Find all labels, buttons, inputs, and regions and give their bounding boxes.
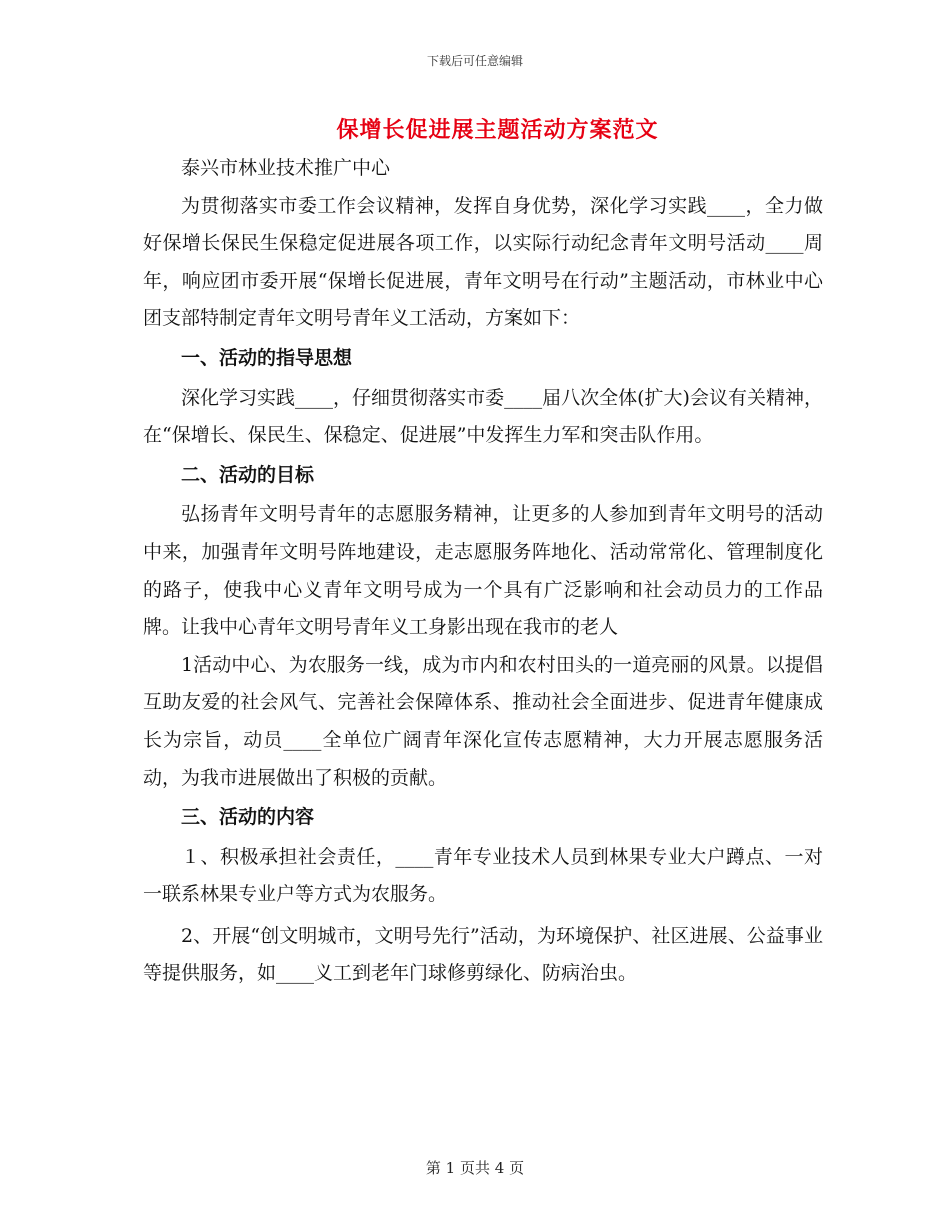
section-heading-content: 三、活动的内容	[181, 806, 315, 829]
content-item-2: 2、开展“创文明城市，文明号先行”活动，为环境保护、社区进展、公益事业等提供服务，如____义工到老年门球修剪绿化、防病治虫。	[143, 924, 823, 985]
page-header-note: 下载后可任意编辑	[426, 54, 523, 68]
document-title: 保增长促进展主题活动方案范文	[336, 117, 659, 143]
section-heading-goals: 二、活动的目标	[181, 463, 315, 486]
author-line: 泰兴市林业技术推广中心	[181, 157, 391, 179]
intro-paragraph: 为贯彻落实市委工作会议精神，发挥自身优势，深化学习实践____，全力做好保增长保民生保稳定促进展各项工作，以实际行动纪念青年文明号活动____周年，响应团市委开展“保增长促进展，青年文明号在行动”主题活动，市林业中心团支部特制定青年文明号青年义工活动，方案如下：	[143, 194, 823, 330]
goals-continuation-paragraph: 1活动中心、为农服务一线，成为市内和农村田头的一道亮丽的风景。以提倡互助友爱的社会风气、完善社会保障体系、推动社会全面进步、促进青年健康成长为宗旨，动员____全单位广阔青年深化宣传志愿精神，大力开展志愿服务活动，为我市进展做出了积极的贡献。	[143, 653, 823, 789]
goals-paragraph: 弘扬青年文明号青年的志愿服务精神，让更多的人参加到青年文明号的活动中来，加强青年文明号阵地建设，走志愿服务阵地化、活动常常化、管理制度化的路子，使我中心义青年文明号成为一个具有广泛影响和社会动员力的工作品牌。让我中心青年文明号青年义工身影出现在我市的老人	[143, 503, 823, 639]
content-item-1: １、积极承担社会责任，____青年专业技术人员到林果专业大户蹲点、一对一联系林果专业户等方式为农服务。	[143, 845, 823, 906]
guiding-ideology-paragraph: 深化学习实践____，仔细贯彻落实市委____届八次全体(扩大)会议有关精神，在“保增长、保民生、保稳定、促进展”中发挥生力军和突击队作用。	[143, 386, 823, 447]
page-footer: 第 1 页共 4 页	[425, 1159, 525, 1177]
section-heading-guiding-ideology: 一、活动的指导思想	[181, 346, 353, 369]
document-body	[143, 150, 823, 993]
